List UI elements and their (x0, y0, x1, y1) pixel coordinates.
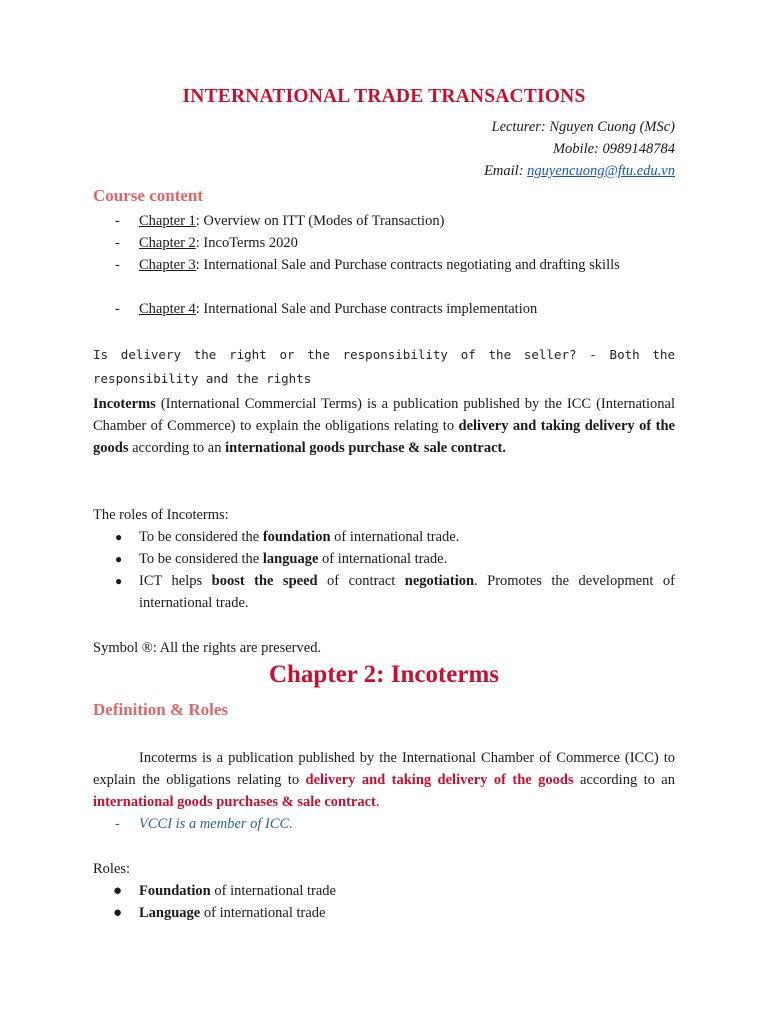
list-item (93, 880, 675, 902)
list-item (93, 902, 675, 924)
role2-bold: Language (139, 905, 201, 921)
definition-red-contract: international goods purchases & sale contract (93, 794, 376, 810)
definition-paragraph (93, 747, 675, 813)
email-label: Email: (484, 163, 528, 179)
dash-marker: - (115, 235, 120, 251)
chapter-list (93, 210, 675, 320)
role-text: of international trade. (330, 529, 460, 545)
dash-marker: - (115, 816, 120, 832)
incoterms-text-2: according to an (128, 440, 226, 456)
bullet-marker: ● (113, 883, 123, 899)
incoterms-paragraph (93, 393, 675, 459)
roles2-list (93, 880, 675, 924)
incoterms-bold-contract: international goods purchase & sale contract. (225, 440, 506, 456)
definition-red-delivery: delivery and taking delivery of the goods (305, 772, 574, 788)
dash-marker: - (115, 301, 120, 317)
role-text: ICT helps (139, 573, 212, 589)
list-item (93, 298, 675, 320)
role-text: . Promotes the development of international trade. (139, 573, 676, 611)
chapter-4-link[interactable]: Chapter 4 (139, 301, 196, 317)
chapter-4-text: : International Sale and Purchase contracts implementation (195, 301, 538, 317)
chapter-2-heading: Chapter 2: Incoterms (268, 661, 500, 688)
list-item (93, 210, 675, 232)
roles2-intro: Roles: (93, 861, 131, 877)
chapter-3-text: : International Sale and Purchase contracts negotiating and drafting skills (195, 257, 620, 273)
definition-text-2: according to an (573, 772, 675, 788)
definition-heading: Definition & Roles (93, 700, 229, 719)
roles-list (93, 526, 675, 614)
lecturer-line: Lecturer: Nguyen Cuong (MSc) (491, 119, 675, 135)
definition-text-1: Incoterms is a publication published by the International Chamber of Commerce (ICC) to explain the obligations relating to (93, 750, 675, 788)
incoterms-term: Incoterms (93, 396, 156, 412)
role-text: To be considered the (139, 551, 263, 567)
role-text: of contract (317, 573, 405, 589)
vcci-item (93, 813, 675, 835)
question-text: Is delivery the right or the responsibility of the seller? - Both the responsibility and the rights (93, 347, 675, 386)
course-content-heading: Course content (93, 186, 204, 205)
document-title: INTERNATIONAL TRADE TRANSACTIONS (182, 86, 586, 107)
symbol-line: Symbol ®: All the rights are preserved. (93, 640, 322, 656)
email-link[interactable]: nguyencuong@ftu.edu.vn (527, 163, 675, 179)
role-text: of international trade. (318, 551, 448, 567)
dash-marker: - (115, 213, 120, 229)
role2-bold: Foundation (139, 883, 211, 899)
role-bold: boost the speed (211, 573, 318, 589)
list-item (93, 548, 675, 570)
role-bold: foundation (262, 529, 331, 545)
vcci-note: VCCI is a member of ICC. (139, 816, 293, 832)
bullet-marker: ● (115, 552, 123, 566)
list-item (93, 526, 675, 548)
chapter-1-link[interactable]: Chapter 1 (139, 213, 196, 229)
mobile-line: Mobile: 0989148784 (552, 141, 675, 157)
chapter-1-text: : Overview on ITT (Modes of Transaction) (195, 213, 445, 229)
role2-text: of international trade (200, 905, 326, 921)
role-bold: language (262, 551, 319, 567)
bullet-marker: ● (115, 530, 123, 544)
roles-intro: The roles of Incoterms: (93, 507, 229, 523)
bullet-marker: ● (113, 905, 123, 921)
definition-text-3: . (375, 794, 380, 810)
chapter-3-link[interactable]: Chapter 3 (139, 257, 196, 273)
list-item (93, 254, 675, 298)
role-text: To be considered the (139, 529, 263, 545)
incoterms-text-1: (International Commercial Terms) is a publication published by the ICC (International Chamber of Commerce) to explain the obligations relating to (93, 396, 675, 434)
email-line (93, 163, 675, 180)
chapter-2-link[interactable]: Chapter 2 (139, 235, 196, 251)
role-bold: negotiation (404, 573, 475, 589)
list-item (93, 570, 675, 614)
dash-marker: - (115, 257, 120, 273)
bullet-marker: ● (115, 574, 123, 588)
role2-text: of international trade (210, 883, 336, 899)
incoterms-bold-delivery: delivery and taking delivery of the goods (93, 418, 675, 456)
list-item (93, 232, 675, 254)
chapter-2-text: : IncoTerms 2020 (195, 235, 298, 251)
